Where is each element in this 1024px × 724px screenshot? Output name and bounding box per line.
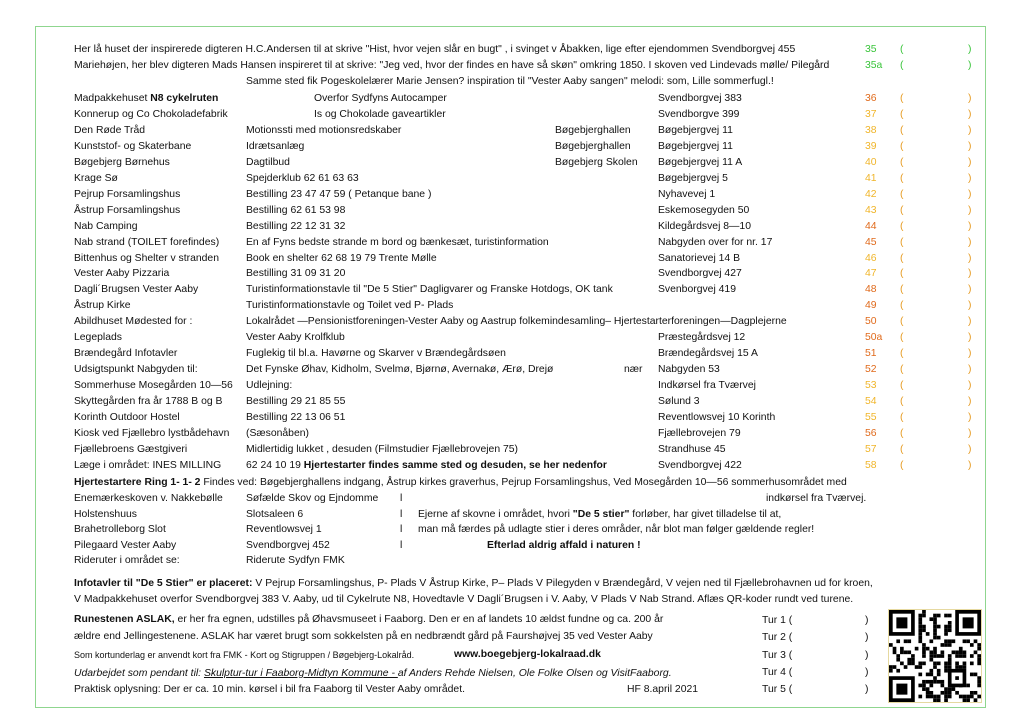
- intro-line-1: Her lå huset der inspirerede digteren H.C.Andersen til at skrive "Hist, hvor vejen slår en bugt" , i svinget v Åbakken, lige efter ejendommen Svendborgvej 455: [74, 44, 796, 55]
- paren-close: ): [968, 316, 972, 327]
- paren-open: (: [900, 253, 904, 264]
- row-number: 41: [865, 173, 877, 184]
- owner-address: Svendborgvej 452: [246, 540, 330, 551]
- row-description: Idrætsanlæg: [246, 141, 305, 152]
- owner-name: Rideruter i området se:: [74, 555, 180, 566]
- row-number: 38: [865, 125, 877, 136]
- note-text: Ejerne af skovne i området, hvori: [418, 509, 573, 520]
- paren-open: (: [900, 460, 904, 471]
- row-name-bold: N8 cykelruten: [150, 93, 219, 104]
- paren-close: ): [968, 44, 972, 55]
- tour-label: Tur 5 (: [762, 684, 793, 695]
- row-name: [74, 93, 218, 104]
- row-description: Is og Chokolade gaveartikler: [314, 109, 446, 120]
- note-line: [418, 509, 781, 520]
- paren-close: ): [968, 268, 972, 279]
- tour-label: Tur 1 (: [762, 615, 793, 626]
- row-name: Krage Sø: [74, 173, 118, 184]
- row-description: Bestilling 23 47 47 59 ( Petanque bane ): [246, 189, 432, 200]
- paren-open: (: [900, 237, 904, 248]
- separator: l: [400, 493, 403, 504]
- owner-address: Reventlowsvej 1: [246, 524, 322, 535]
- row-number: 37: [865, 109, 877, 120]
- paren-open: (: [900, 332, 904, 343]
- row-name: Kunststof- og Skaterbane: [74, 141, 192, 152]
- row-name: Nab strand (TOILET forefindes): [74, 237, 220, 248]
- tour-label: Tur 2 (: [762, 632, 793, 643]
- tour-paren-close: ): [865, 650, 869, 661]
- row-address: Bøgebjergvej 11: [658, 141, 733, 152]
- paren-open: (: [900, 173, 904, 184]
- owner-name: Brahetrolleborg Slot: [74, 524, 166, 535]
- row-address: Brændegårdsvej 15 A: [658, 348, 758, 359]
- row-address: Nabgyden 53: [658, 364, 720, 375]
- rune-text: er her fra egnen, udstilles på Øhavsmuseet i Faaborg. Den er en af landets 10 ældst fundne og ca. 200 år: [174, 614, 664, 625]
- intro-number-2: 35a: [865, 60, 883, 71]
- date-stamp: HF 8.april 2021: [627, 684, 699, 695]
- row-address: Svendborgvej 427: [658, 268, 742, 279]
- row-description: Midlertidig lukket , desuden (Filmstudier Fjællebrovejen 75): [246, 444, 519, 455]
- rune-line-2: ældre end Jellingestenene. ASLAK har været brugt som sokkelsten på en nedbrændt gård på Faurshøjvej 35 ved Vester Aaby: [74, 631, 653, 642]
- intro-line-2: Mariehøjen, her blev digteren Mads Hansen inspireret til at skrive: "Jeg ved, hvor der findes en have så skøn" omkring 1850. I skoven ved Lindevads mølle/ Pilegård: [74, 60, 830, 71]
- row-description: Turistinformationstavle til "De 5 Stier" Dagligvarer og Franske Hotdogs, OK tank: [246, 284, 613, 295]
- row-number: 52: [865, 364, 877, 375]
- row-description: 62 24 10 19: [246, 460, 304, 471]
- paren-close: ): [968, 300, 972, 311]
- paren-close: ): [968, 173, 972, 184]
- row-name: Udsigtspunkt Nabgyden til:: [74, 364, 198, 375]
- paren-open: (: [900, 205, 904, 216]
- row-address: Svendborgve 399: [658, 109, 740, 120]
- row-number: 51: [865, 348, 877, 359]
- row-address: Bøgebjergvej 5: [658, 173, 728, 184]
- website-link[interactable]: www.boegebjerg-lokalraad.dk: [454, 649, 601, 660]
- row-number: 44: [865, 221, 877, 232]
- paren-close: ): [968, 60, 972, 71]
- row-description: (Sæsonåben): [246, 428, 309, 439]
- paren-close: ): [968, 284, 972, 295]
- paren-open: (: [900, 316, 904, 327]
- row-number: 53: [865, 380, 877, 391]
- row-place: Bøgebjerghallen: [555, 141, 631, 152]
- row-description: [246, 460, 607, 471]
- hjertestarter-text: Findes ved: Bøgebjerghallens indgang, Åstrup kirkes graverhus, Pejrup Forsamlingshus, Ved Mosegården 10—56 sommerhusområdet med: [200, 477, 847, 488]
- row-address: Svenborgvej 419: [658, 284, 736, 295]
- rune-line-1: [74, 614, 663, 625]
- separator: l: [400, 540, 403, 551]
- paren-close: ): [968, 364, 972, 375]
- row-place: nær: [624, 364, 643, 375]
- paren-open: (: [900, 44, 904, 55]
- row-number: 46: [865, 253, 877, 264]
- row-description: Bestilling 31 09 31 20: [246, 268, 346, 279]
- row-description: Udlejning:: [246, 380, 293, 391]
- tour-paren-close: ): [865, 684, 869, 695]
- infotavler-line-1: [74, 578, 873, 589]
- paren-close: ): [968, 141, 972, 152]
- map-source-note: Som kortunderlag er anvendt kort fra FMK - Kort og Stigruppen / Bøgebjerg-Lokalråd.: [74, 650, 415, 660]
- row-address: Reventlowsvej 10 Korinth: [658, 412, 776, 423]
- row-name: Korinth Outdoor Hostel: [74, 412, 180, 423]
- paren-open: (: [900, 428, 904, 439]
- row-description: Det Fynske Øhav, Kidholm, Svelmø, Bjørnø, Avernakø, Ærø, Drejø: [246, 364, 554, 375]
- intro-number-1: 35: [865, 44, 877, 55]
- owner-address: Riderute Sydfyn FMK: [246, 555, 345, 566]
- paren-close: ): [968, 380, 972, 391]
- paren-open: (: [900, 109, 904, 120]
- row-address: Strandhuse 45: [658, 444, 726, 455]
- paren-close: ): [968, 412, 972, 423]
- paren-close: ): [968, 93, 972, 104]
- row-name: Legeplads: [74, 332, 122, 343]
- hjertestarter-label: Hjertestartere Ring 1- 1- 2: [74, 477, 201, 488]
- qr-code-icon: [889, 610, 981, 702]
- row-address: Bøgebjergvej 11: [658, 125, 733, 136]
- infotavler-line-2: V Madpakkehuset overfor Svendborgvej 383 V. Aaby, ud til Cykelrute N8, Hovedtavle V Dagli´Brugsen i V. Aaby, V Plads V Nab Strand. Aflæs QR-koder rundt ved turene.: [74, 594, 854, 605]
- row-number: 47: [865, 268, 877, 279]
- tour-paren-close: ): [865, 615, 869, 626]
- tour-label: Tur 3 (: [762, 650, 793, 661]
- row-name: Pejrup Forsamlingshus: [74, 189, 181, 200]
- row-description: Book en shelter 62 68 19 79 Trente Mølle: [246, 253, 437, 264]
- note-line: [418, 524, 814, 535]
- separator: l: [400, 524, 403, 535]
- paren-close: ): [968, 444, 972, 455]
- pendant-text: af Anders Rehde Nielsen, Ole Folke Olsen og VisitFaaborg.: [397, 668, 672, 679]
- paren-close: ): [968, 237, 972, 248]
- row-address: Indkørsel fra Tværvej: [658, 380, 756, 391]
- row-description: Vester Aaby Krolfklub: [246, 332, 345, 343]
- row-description: Dagtilbud: [246, 157, 290, 168]
- owner-name: Pilegaard Vester Aaby: [74, 540, 177, 551]
- row-name: Sommerhuse Mosegården 10—56: [74, 380, 233, 391]
- row-name: Kiosk ved Fjællebro lystbådehavn: [74, 428, 230, 439]
- note-right: indkørsel fra Tværvej.: [766, 493, 867, 504]
- row-address: Svendborgvej 383: [658, 93, 742, 104]
- row-number: 40: [865, 157, 877, 168]
- row-description: Fuglekig til bl.a. Havørne og Skarver v Brændegårdsøen: [246, 348, 506, 359]
- paren-close: ): [968, 189, 972, 200]
- row-number: 43: [865, 205, 877, 216]
- tour-label: Tur 4 (: [762, 667, 793, 678]
- paren-close: ): [968, 205, 972, 216]
- row-number: 50: [865, 316, 877, 327]
- row-description: En af Fyns bedste strande m bord og bænkesæt, turistinformation: [246, 237, 549, 248]
- row-description: Bestilling 22 13 06 51: [246, 412, 346, 423]
- row-number: 39: [865, 141, 877, 152]
- row-name: Bøgebjerg Børnehus: [74, 157, 170, 168]
- note-bold: "De 5 stier": [572, 509, 630, 520]
- row-number: 45: [865, 237, 877, 248]
- paren-open: (: [900, 348, 904, 359]
- row-number: 54: [865, 396, 877, 407]
- row-description: Spejderklub 62 61 63 63: [246, 173, 359, 184]
- paren-open: (: [900, 396, 904, 407]
- paren-open: (: [900, 364, 904, 375]
- paren-open: (: [900, 60, 904, 71]
- row-description-bold: Hjertestarter findes samme sted og desuden, se her nedenfor: [303, 460, 607, 471]
- row-description: Overfor Sydfyns Autocamper: [314, 93, 447, 104]
- row-description: Lokalrådet —Pensionistforeningen-Vester Aaby og Aastrup folkemindesamling– Hjertestarterforeningen—Dagplejerne: [246, 316, 787, 327]
- row-number: 49: [865, 300, 877, 311]
- paren-open: (: [900, 380, 904, 391]
- tour-paren-close: ): [865, 632, 869, 643]
- row-name: Nab Camping: [74, 221, 138, 232]
- row-address: Nabgyden over for nr. 17: [658, 237, 773, 248]
- row-name: Fjællebroens Gæstgiveri: [74, 444, 188, 455]
- row-name: Madpakkehuset: [74, 93, 151, 104]
- separator: l: [400, 509, 403, 520]
- practical-info: Praktisk oplysning: Der er ca. 10 min. kørsel i bil fra Faaborg til Vester Aaby området.: [74, 684, 465, 695]
- row-description: Bestilling 22 12 31 32: [246, 221, 346, 232]
- row-description: Bestilling 29 21 85 55: [246, 396, 346, 407]
- pendant-text: Udarbejdet som pendant til:: [74, 668, 204, 679]
- row-number: 55: [865, 412, 877, 423]
- row-place: Bøgebjerg Skolen: [555, 157, 638, 168]
- row-address: Sølund 3: [658, 396, 700, 407]
- row-number: 36: [865, 93, 877, 104]
- rune-label: Runestenen ASLAK,: [74, 614, 175, 625]
- paren-close: ): [968, 460, 972, 471]
- hjertestarter-line: [74, 477, 847, 488]
- paren-close: ): [968, 428, 972, 439]
- paren-open: (: [900, 300, 904, 311]
- row-address: Eskemosegyden 50: [658, 205, 750, 216]
- infotavler-text: V Pejrup Forsamlingshus, P- Plads V Åstrup Kirke, P– Plads V Pilegyden v Brændegård, V vejen ned til Fjællebrohavnen ud for kroen,: [252, 578, 873, 589]
- paren-open: (: [900, 125, 904, 136]
- note-text: forløber, har givet tilladelse til at,: [629, 509, 782, 520]
- row-name: Læge i området: INES MILLING: [74, 460, 222, 471]
- row-number: 56: [865, 428, 877, 439]
- paren-open: (: [900, 412, 904, 423]
- row-name: Skyttegården fra år 1788 B og B: [74, 396, 223, 407]
- row-number: 50a: [865, 332, 883, 343]
- pendant-line: [74, 668, 672, 679]
- paren-open: (: [900, 157, 904, 168]
- paren-open: (: [900, 189, 904, 200]
- row-address: Svendborgvej 422: [658, 460, 742, 471]
- row-address: Fjællebrovejen 79: [658, 428, 741, 439]
- owner-address: Søfælde Skov og Ejndomme: [246, 493, 379, 504]
- row-address: Nyhavevej 1: [658, 189, 716, 200]
- paren-close: ): [968, 157, 972, 168]
- intro-line-3: Samme sted fik Pogeskolelærer Marie Jensen? inspiration til "Vester Aaby sangen" melodi: som, Lille sommerfugl.!: [246, 76, 774, 87]
- paren-open: (: [900, 221, 904, 232]
- row-name: Den Røde Tråd: [74, 125, 146, 136]
- pendant-link[interactable]: Skulptur-tur i Faaborg-Midtyn Kommune -: [203, 668, 398, 679]
- owner-name: Holstenshuus: [74, 509, 137, 520]
- row-address: Præstegårdsvej 12: [658, 332, 746, 343]
- row-name: Åstrup Kirke: [74, 300, 131, 311]
- row-name: Dagli´Brugsen Vester Aaby: [74, 284, 199, 295]
- paren-close: ): [968, 221, 972, 232]
- row-name: Brændegård Infotavler: [74, 348, 178, 359]
- owner-address: Slotsaleen 6: [246, 509, 304, 520]
- row-address: Kildegårdsvej 8—10: [658, 221, 751, 232]
- row-number: 42: [865, 189, 877, 200]
- note-line: [487, 540, 641, 551]
- row-address: Bøgebjergvej 11 A: [658, 157, 743, 168]
- paren-close: ): [968, 348, 972, 359]
- tour-paren-close: ): [865, 667, 869, 678]
- paren-open: (: [900, 268, 904, 279]
- paren-close: ): [968, 253, 972, 264]
- owner-name: Enemærkeskoven v. Nakkebølle: [74, 493, 223, 504]
- qr-code[interactable]: [888, 609, 982, 703]
- paren-close: ): [968, 125, 972, 136]
- infotavler-label: Infotavler til "De 5 Stier" er placeret:: [74, 578, 253, 589]
- row-description: Bestilling 62 61 53 98: [246, 205, 346, 216]
- paren-close: ): [968, 109, 972, 120]
- paren-close: ): [968, 332, 972, 343]
- row-name: Åstrup Forsamlingshus: [74, 205, 181, 216]
- row-description: Turistinformationstavle og Toilet ved P- Plads: [246, 300, 454, 311]
- row-number: 58: [865, 460, 877, 471]
- row-name: Konnerup og Co Chokoladefabrik: [74, 109, 228, 120]
- row-number: 57: [865, 444, 877, 455]
- paren-open: (: [900, 444, 904, 455]
- paren-open: (: [900, 93, 904, 104]
- note-bold: Efterlad aldrig affald i naturen !: [487, 540, 641, 551]
- paren-open: (: [900, 141, 904, 152]
- row-name: Vester Aaby Pizzaria: [74, 268, 170, 279]
- row-number: 48: [865, 284, 877, 295]
- row-address: Sanatorievej 14 B: [658, 253, 741, 264]
- row-name: Abildhuset Mødested for :: [74, 316, 193, 327]
- row-place: Bøgebjerghallen: [555, 125, 631, 136]
- row-name: Bittenhus og Shelter v stranden: [74, 253, 219, 264]
- row-description: Motionssti med motionsredskaber: [246, 125, 402, 136]
- note-text: man må færdes på udlagte stier i deres områder, når blot man følger gældende regler!: [418, 524, 815, 535]
- paren-open: (: [900, 284, 904, 295]
- paren-close: ): [968, 396, 972, 407]
